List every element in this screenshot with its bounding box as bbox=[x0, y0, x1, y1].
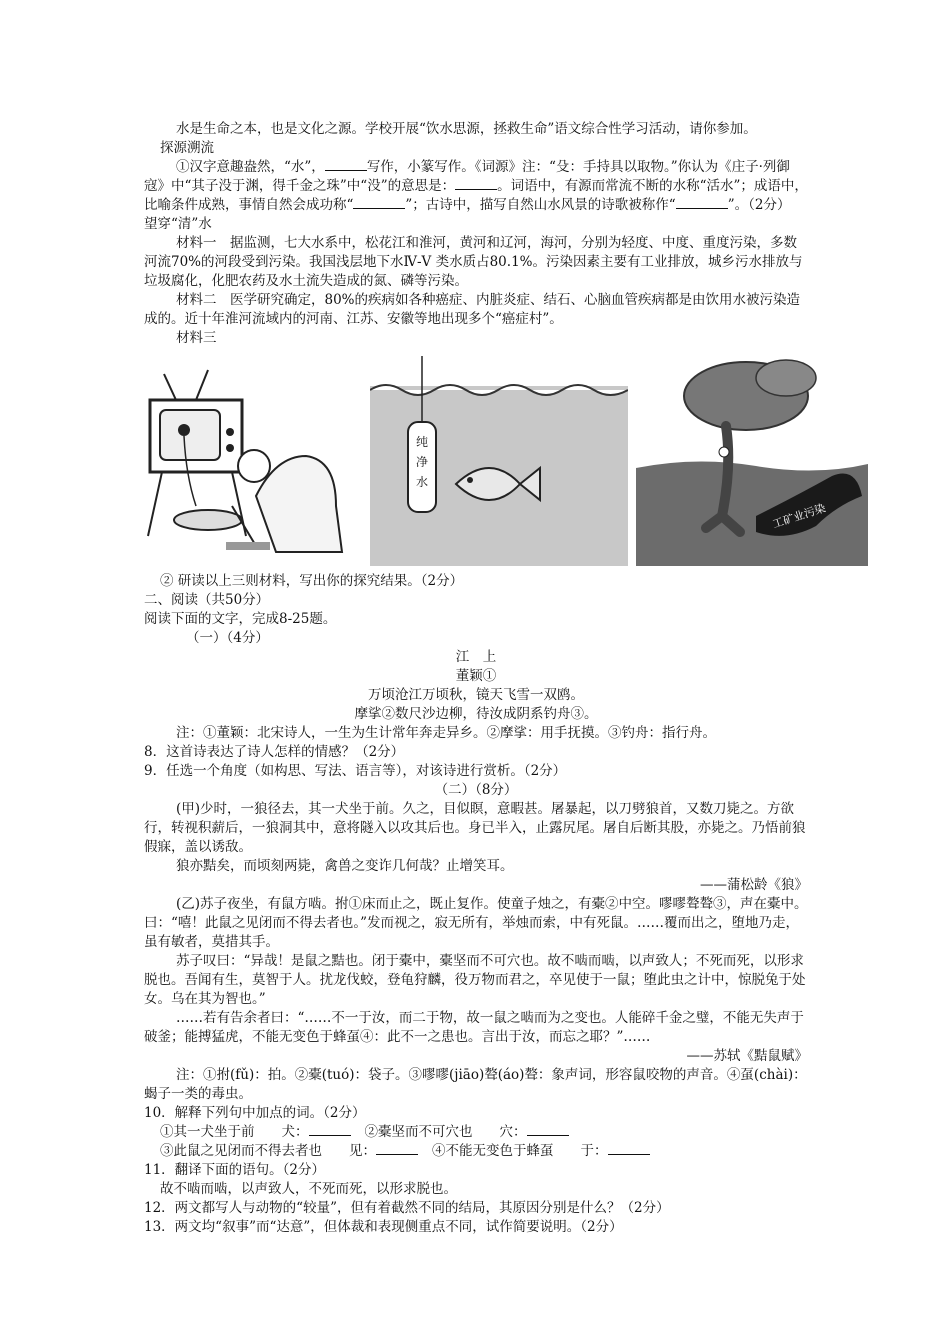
answer-blank[interactable] bbox=[527, 1123, 569, 1136]
material-3-figures bbox=[136, 356, 866, 566]
question-12: 12．两文都写人与动物的“较量”，但有着截然不同的结局，其原因分别是什么？（2分） bbox=[144, 1200, 670, 1216]
poem-line-1: 万顷沧江万顷秋，镜天飞雪一双鸥。 bbox=[368, 687, 584, 703]
bottle-label-1: 纯 bbox=[415, 435, 429, 449]
poem-note: 注：①董颖：北宋诗人，一生为生计常年奔走异乡。②摩挲：用手抚摸。③钓舟：指行舟。 bbox=[176, 725, 716, 741]
poem-author: 董颖① bbox=[455, 668, 497, 684]
tv-crying-illustration bbox=[136, 356, 366, 566]
answer-blank[interactable] bbox=[353, 196, 405, 209]
passage-yi-1: (乙)苏子夜坐，有鼠方啮。拊①床而止之，既止复作。使童子烛之，有橐②中空。嘐嘐聱聱③，声在橐中。曰：“嘻！此鼠之见闭而不得去者也。”发而视之，寂无所有，举烛而索，中有死鼠。……覆而出之，堕地乃走，虽有敏者，莫措其手。 bbox=[144, 896, 808, 950]
passage-jia-source: ——蒲松龄《狼》 bbox=[700, 877, 808, 893]
sub-section-1: （一）（4分） bbox=[186, 630, 269, 646]
q10-item-3: ③此鼠之见闭而不得去者也 见： bbox=[160, 1142, 418, 1161]
answer-blank[interactable] bbox=[376, 1142, 418, 1155]
part-2-title: 二、阅读（共50分） bbox=[144, 592, 270, 608]
bottle-fish-illustration bbox=[370, 356, 628, 566]
question-13: 13．两文均“叙事”而“达意”，但体裁和表现侧重点不同，试作简要说明。（2分） bbox=[144, 1219, 623, 1235]
poem-title: 江 上 bbox=[455, 649, 497, 665]
question-11: 11．翻译下面的语句。（2分） bbox=[144, 1162, 326, 1178]
q10-item-1: ①其一犬坐于前 犬： bbox=[160, 1123, 351, 1142]
passage-yi-source: ——苏轼《黠鼠赋》 bbox=[686, 1048, 808, 1064]
passage-jia-1: (甲)少时，一狼径去，其一犬坐于前。久之，目似瞑，意暇甚。屠暴起，以刀劈狼首，又数刀毙之。方欲行，转视积薪后，一狼洞其中，意将隧入以攻其后也。身已半入，止露尻尾。屠自后断其股，亦毙之。乃悟前狼假寐，盖以诱敌。 bbox=[144, 801, 806, 855]
material-2: 材料二 医学研究确定，80%的疾病如各种癌症、内脏炎症、结石、心脑血管疾病都是由饮用水被污染造成的。近十年淮河流域内的河南、江苏、安徽等地出现多个“癌症村”。 bbox=[144, 292, 801, 327]
answer-blank[interactable] bbox=[608, 1142, 650, 1155]
q10-row-2 bbox=[144, 1142, 808, 1161]
answer-blank[interactable] bbox=[455, 177, 497, 190]
poem-line-2: 摩挲②数尺沙边柳，待汝成阴系钓舟③。 bbox=[354, 706, 598, 722]
question-10: 10．解释下列句中加点的词。（2分） bbox=[144, 1105, 366, 1121]
answer-blank[interactable] bbox=[676, 196, 728, 209]
part-2-instruction: 阅读下面的文字，完成8-25题。 bbox=[144, 611, 337, 627]
answer-blank[interactable] bbox=[325, 158, 367, 171]
q10-row-1 bbox=[144, 1123, 808, 1142]
passage-yi-note: 注：①拊(fǔ)：拍。②橐(tuó)：袋子。③嘐嘐(jiāo)聱(áo)聱：象声词，形容鼠咬物的声音。④虿(chài)：蝎子一类的毒虫。 bbox=[144, 1067, 807, 1102]
passage-jia-2: 狼亦黠矣，而顷刻两毙，禽兽之变诈几何哉？止增笑耳。 bbox=[176, 858, 514, 874]
q1-part-c: 。词语中，有源而常流不断的水称“活水”；成语中，比喻条件成熟，事情自然会成功称“ bbox=[144, 178, 808, 213]
intro-paragraph: 水是生命之本，也是文化之源。学校开展“饮水思源，拯救生命”语文综合性学习活动，请你参加。 bbox=[176, 121, 757, 137]
bottle-label-2: 净 bbox=[415, 455, 429, 469]
question-8: 8．这首诗表达了诗人怎样的情感？（2分） bbox=[144, 744, 405, 760]
question-9: 9．任选一个角度（如构思、写法、语言等），对该诗进行赏析。（2分） bbox=[144, 763, 567, 779]
material-1: 材料一 据监测，七大水系中，松花江和淮河，黄河和辽河，海河，分别为轻度、中度、重度污染，多数河流70%的河段受到污染。我国浅层地下水Ⅳ-Ⅴ 类水质占80.1%。污染因素主要有工业排放，城乡污水排放与垃圾腐化，化肥农药及水土流失造成的氮、磷等污染。 bbox=[144, 235, 803, 289]
document-page bbox=[144, 120, 828, 1237]
pollution-label: 工矿业污染 bbox=[770, 501, 828, 531]
question-11-sentence: 故不啮而啮，以声致人，不死而死，以形求脱也。 bbox=[160, 1181, 457, 1197]
q1-part-b: 写作，小篆写作。《词源》注：“殳：手持具以取物。”你认为《庄子·列御寇》中“其子没于渊，得千金之珠”中“没”的意思是： bbox=[144, 159, 790, 194]
q1-part-a: ①汉字意趣盎然，“水”， bbox=[176, 159, 325, 175]
q10-item-2: ②橐坚而不可穴也 穴： bbox=[365, 1123, 569, 1142]
bottle-label-3: 水 bbox=[415, 475, 429, 489]
material-3-label: 材料三 bbox=[176, 330, 217, 346]
section-title-tanyuan: 探源溯流 bbox=[160, 140, 214, 156]
question-1 bbox=[144, 158, 808, 215]
passage-yi-2: 苏子叹曰：“异哉！是鼠之黠也。闭于橐中，橐坚而不可穴也。故不啮而啮，以声致人；不死而死，以形求脱也。吾闻有生，莫智于人。扰龙伐蛟，登龟狩麟，役万物而君之，卒见使于一鼠；堕此虫之计中，惊脱兔于处女。乌在其为智也。” bbox=[144, 953, 806, 1007]
tree-pollution-illustration bbox=[636, 356, 868, 566]
section-title-qingshui: 望穿“清”水 bbox=[144, 216, 212, 232]
answer-blank[interactable] bbox=[309, 1123, 351, 1136]
q1-part-d: ”；古诗中，描写自然山水风景的诗歌被称作“ bbox=[405, 197, 676, 213]
question-2: ② 研读以上三则材料，写出你的探究结果。（2分） bbox=[160, 573, 464, 589]
sub-section-2: （二）（8分） bbox=[434, 782, 518, 798]
q10-item-4: ④不能无变色于蜂虿 于： bbox=[432, 1142, 650, 1161]
q1-part-e: ”。（2分） bbox=[727, 197, 791, 213]
passage-yi-3: ……若有告余者曰：“……不一于汝，而二于物，故一鼠之啮而为之变也。人能碎千金之璧，不能无失声于破釜；能搏猛虎，不能无变色于蜂虿④：此不一之患也。言出于汝，而忘之耶？”…… bbox=[144, 1010, 804, 1045]
